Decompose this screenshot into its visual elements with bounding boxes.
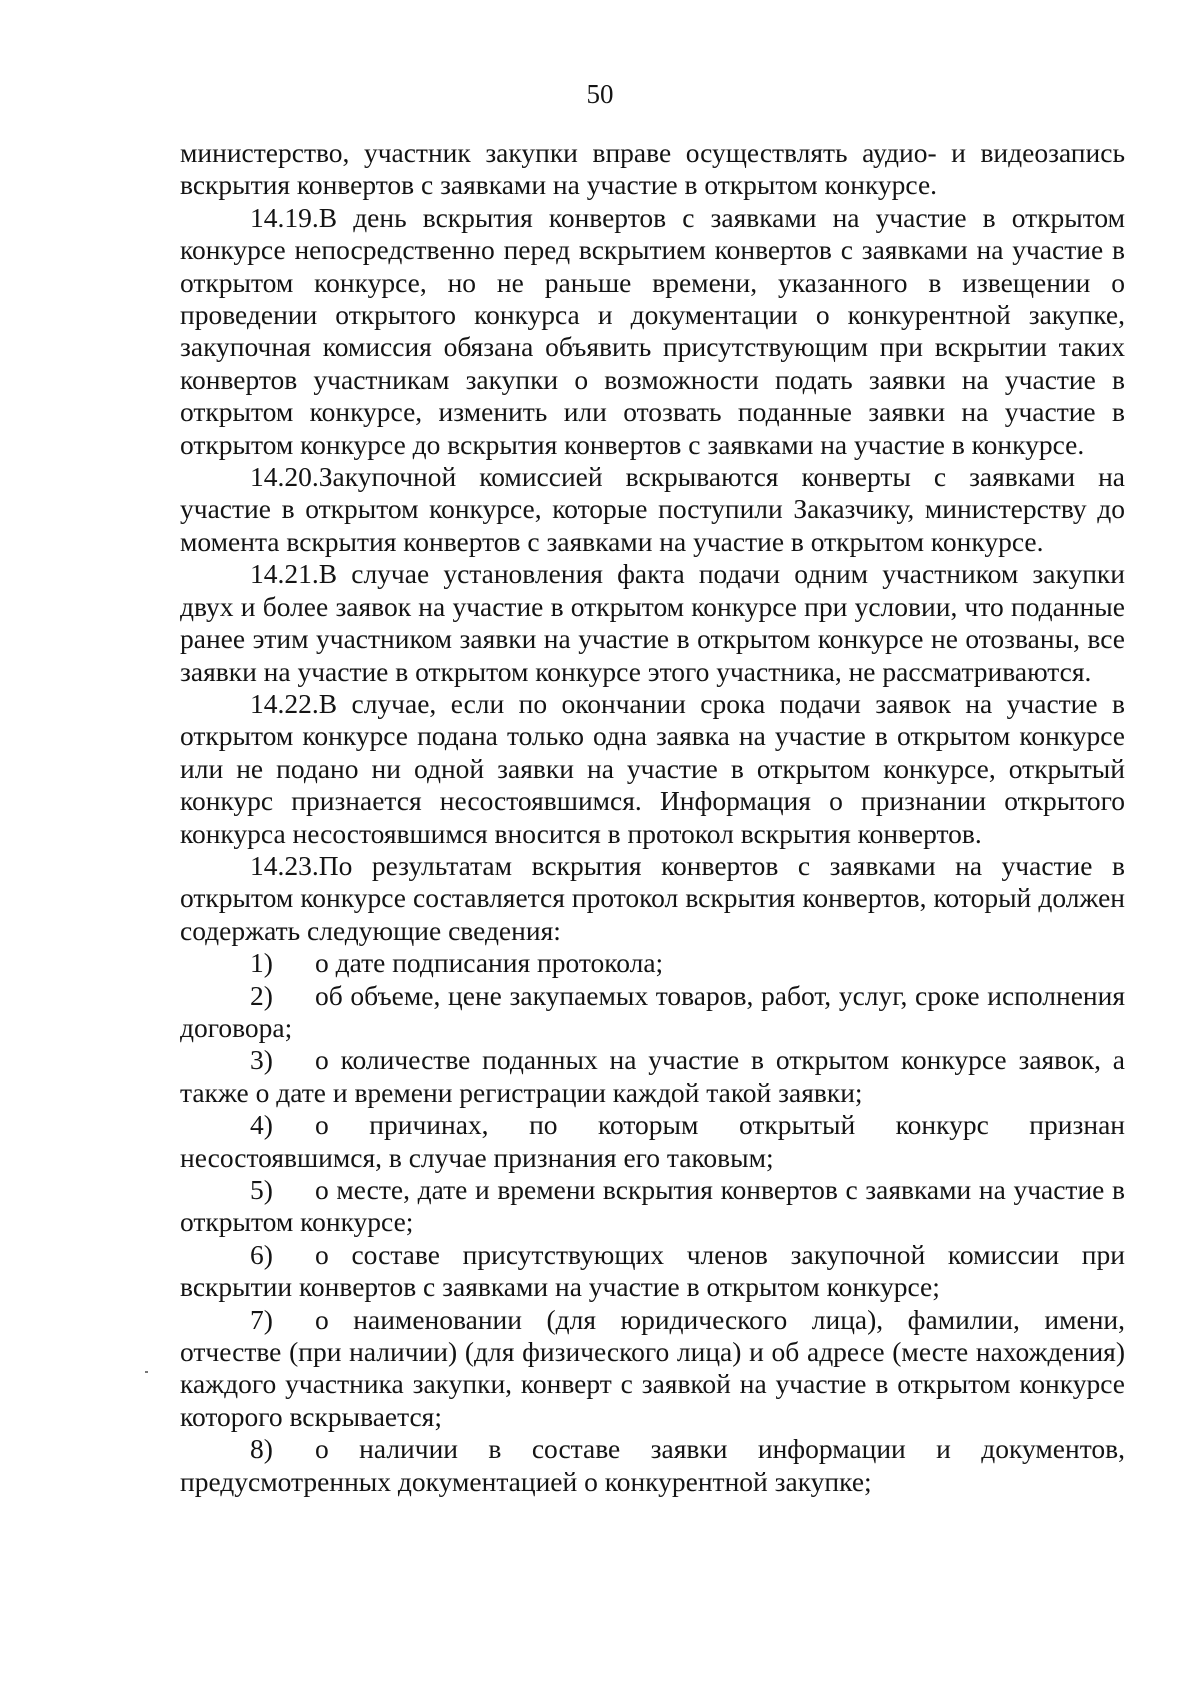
paragraph-14-21: 14.21.В случае установления факта подачи одним участником закупки двух и более заявок на участие в открытом конкурсе при условии, что поданные ранее этим участником заявки на участие в открытом конкурсе не отозваны, все заявки на участие в открытом конкурсе этого участника, не рассматриваются. [180, 558, 1125, 687]
list-item-3 [180, 1044, 1125, 1109]
paragraph-14-23: 14.23.По результатам вскрытия конвертов с заявками на участие в открытом конкурсе составляется протокол вскрытия конвертов, который должен содержать следующие сведения: [180, 849, 1125, 946]
paragraph-14-20: 14.20.Закупочной комиссией вскрываются конверты с заявками на участие в открытом конкурсе, которые поступили Заказчику, министерству до момента вскрытия конвертов с заявками на участие в открытом конкурсе. [180, 461, 1125, 557]
list-item-text: о причинах, по которым открытый конкурс признан несостоявшимся, в случае признания его таковым; [180, 1109, 1125, 1173]
list-item-text: о наличии в составе заявки информации и документов, предусмотренных документацией о конкурентной закупке; [180, 1433, 1125, 1497]
list-item-5 [180, 1174, 1125, 1239]
list-item-text: о месте, дате и времени вскрытия конвертов с заявками на участие в открытом конкурсе; [180, 1174, 1125, 1238]
list-item-number: 2) [250, 979, 273, 1011]
list-item-number: 7) [250, 1303, 273, 1335]
list-item-number: 4) [250, 1109, 273, 1141]
list-item-text: о наименовании (для юридического лица), фамилии, имени, отчестве (при наличии) (для физического лица) и об адресе (месте нахождения) каждого участника закупки, конверт с заявкой на участие в открытом конкурсе которого вскрывается; [180, 1303, 1125, 1432]
list-item-text: о составе присутствующих членов закупочной комиссии при вскрытии конвертов с заявками на участие в открытом конкурсе; [180, 1238, 1125, 1303]
list-item-text: о дате подписания протокола; [315, 947, 664, 979]
list-item-6 [180, 1239, 1125, 1304]
document-body [180, 137, 1125, 1498]
list-item-number: 1) [250, 947, 273, 979]
list-item-7 [180, 1304, 1125, 1434]
paragraph-14-22: 14.22.В случае, если по окончании срока подачи заявок на участие в открытом конкурсе подана только одна заявка на участие в открытом конкурсе или не подано ни одной заявки на участие в открытом конкурсе, открытый конкурс признается несостоявшимся. Информация о признании открытого конкурса несостоявшимся вносится в протокол вскрытия конвертов. [180, 687, 1125, 849]
list-item-number: 3) [250, 1044, 273, 1076]
list-item-text: о количестве поданных на участие в открытом конкурсе заявок, а также о дате и времени регистрации каждой такой заявки; [180, 1044, 1125, 1108]
list-item-8 [180, 1433, 1125, 1498]
list-item-number: 6) [250, 1238, 273, 1270]
page-number: 50 [586, 79, 614, 109]
list-item-text: об объеме, цене закупаемых товаров, работ, услуг, сроке исполнения договора; [180, 979, 1125, 1043]
list-item-1 [180, 947, 1125, 979]
list-item-4 [180, 1109, 1125, 1174]
paragraph-continuation: министерство, участник закупки вправе осуществлять аудио- и видеозапись вскрытия конвертов с заявками на участие в открытом конкурсе. [180, 137, 1125, 201]
scan-speck [145, 1371, 148, 1373]
list-item-2 [180, 980, 1125, 1045]
paragraph-14-19: 14.19.В день вскрытия конвертов с заявками на участие в открытом конкурсе непосредственно перед вскрытием конвертов с заявками на участие в открытом конкурсе, но не раньше времени, указанного в извещении о проведении открытого конкурса и документации о конкурентной закупке, закупочная комиссия обязана объявить присутствующим при вскрытии таких конвертов участникам закупки о возможности подать заявки на участие в открытом конкурсе, изменить или отозвать поданные заявки на участие в открытом конкурсе до вскрытия конвертов с заявками на участие в конкурсе. [180, 201, 1125, 460]
list-item-number: 8) [250, 1433, 273, 1465]
list-item-number: 5) [250, 1174, 273, 1205]
